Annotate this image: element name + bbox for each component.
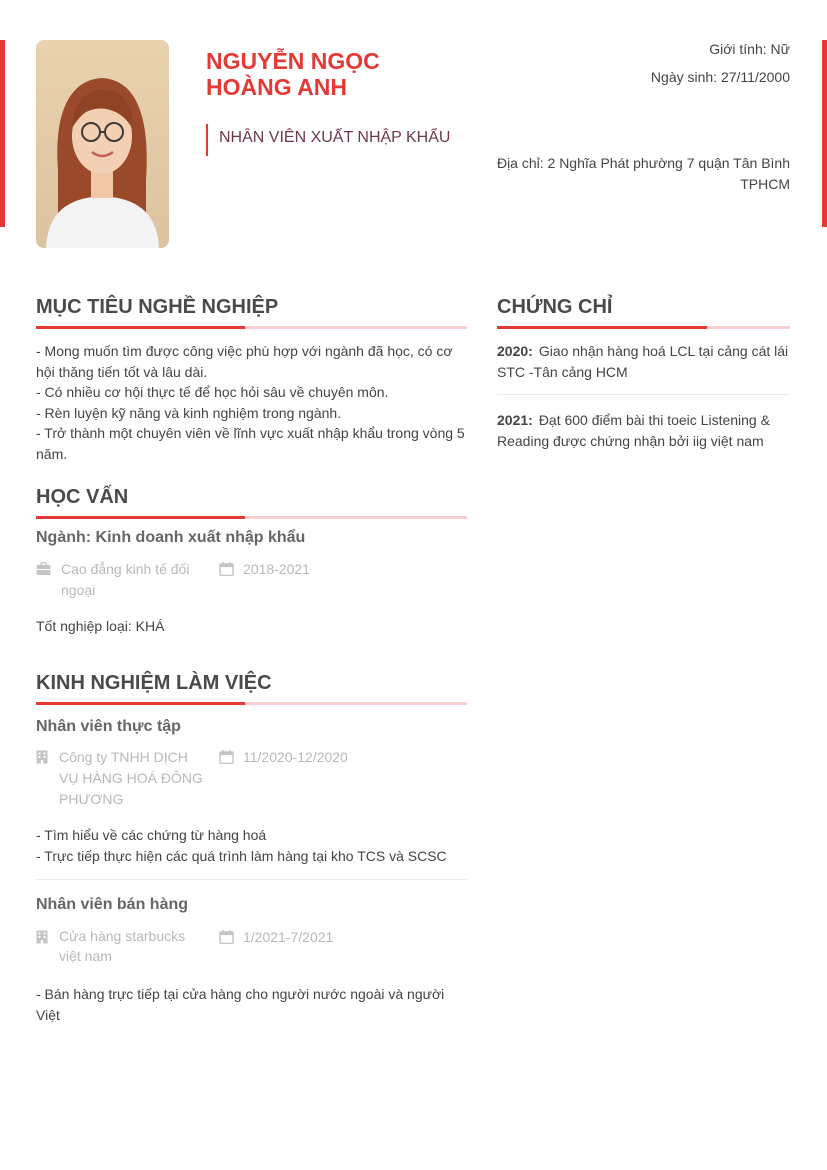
objective-text (36, 341, 467, 464)
job-period: 1/2021-7/2021 (243, 929, 334, 945)
calendar-icon (219, 750, 234, 764)
calendar-icon (219, 930, 234, 944)
job-position: Nhân viên thực tập (36, 718, 181, 735)
company-name: Cửa hàng starbucks việt nam (59, 928, 186, 964)
section-rule (36, 702, 467, 705)
section-rule (497, 326, 790, 329)
certificate-year: 2021: (497, 412, 533, 428)
certificate-text: Giao nhận hàng hoá LCL tại cảng cát lái STC -Tân cảng HCM (497, 343, 789, 380)
objective-title: MỤC TIÊU NGHỀ NGHIỆP (36, 296, 279, 318)
graduation-grade: Tốt nghiệp loại: KHÁ (36, 618, 165, 634)
address-info: Địa chỉ: 2 Nghĩa Phát phường 7 quận Tân Bình TPHCM (496, 155, 790, 192)
section-rule (36, 516, 467, 519)
calendar-icon (219, 562, 234, 576)
section-rule (36, 326, 467, 329)
job-description-line: - Trực tiếp thực hiện các quá trình làm hàng tại kho TCS và SCSC (36, 847, 447, 864)
job-divider (36, 879, 467, 880)
certificate-text: Đạt 600 điểm bài thi toeic Listening & Reading được chứng nhận bởi iig việt nam (497, 412, 770, 449)
right-accent-bar (822, 40, 827, 227)
certificate-divider (497, 394, 790, 395)
job-description (36, 984, 467, 1025)
company-name: Công ty TNHH DỊCH VỤ HÀNG HOÁ ĐÔNG PHƯƠNG (59, 749, 203, 807)
experience-section (36, 671, 467, 1025)
education-section (36, 485, 467, 637)
certificates-title: CHỨNG CHỈ (497, 296, 613, 318)
objective-section (36, 295, 467, 464)
objective-line: - Trở thành một chuyên viên về lĩnh vực xuất nhập khẩu trong vòng 5 năm. (36, 425, 465, 462)
full-name: NGUYỄN NGỌC HOÀNG ANH (206, 48, 380, 100)
experience-title: KINH NGHIỆM LÀM VIỆC (36, 672, 272, 694)
job-description (36, 825, 467, 866)
building-icon (36, 750, 48, 764)
education-period: 2018-2021 (243, 561, 310, 577)
left-accent-bar (0, 40, 5, 227)
job-entry (36, 717, 467, 866)
job-meta (36, 927, 467, 971)
briefcase-icon (36, 562, 51, 576)
gender-info: Giới tính: Nữ (709, 41, 790, 57)
dob-info: Ngày sinh: 27/11/2000 (650, 69, 790, 85)
certificate-year: 2020: (497, 343, 533, 359)
education-meta (36, 559, 467, 603)
job-description-line: - Tìm hiểu về các chứng từ hàng hoá (36, 827, 267, 843)
building-icon (36, 930, 48, 944)
objective-line: - Mong muốn tìm được công việc phù hợp với ngành đã học, có cơ hội thăng tiến tốt và lâu dài. (36, 343, 453, 380)
education-major: Ngành: Kinh doanh xuất nhập khẩu (36, 529, 306, 546)
certificate-item (497, 341, 790, 382)
job-entry (36, 895, 467, 1025)
job-period: 11/2020-12/2020 (243, 749, 348, 765)
objective-line: - Rèn luyện kỹ năng và kinh nghiệm trong ngành. (36, 404, 342, 421)
certificate-item (497, 410, 790, 451)
school-name: Cao đẳng kinh tế đối ngoại (61, 561, 190, 598)
certificates-section (497, 295, 790, 451)
job-title: NHÂN VIÊN XUẤT NHẬP KHẨU (206, 124, 450, 156)
job-meta (36, 747, 467, 813)
objective-line: - Có nhiều cơ hội thực tế để học hỏi sâu về chuyên môn. (36, 384, 389, 400)
education-title: HỌC VẤN (36, 486, 129, 508)
profile-photo (36, 40, 169, 248)
job-position: Nhân viên bán hàng (36, 896, 189, 913)
job-description-line: - Bán hàng trực tiếp tại cửa hàng cho người nước ngoài và người Việt (36, 986, 445, 1023)
